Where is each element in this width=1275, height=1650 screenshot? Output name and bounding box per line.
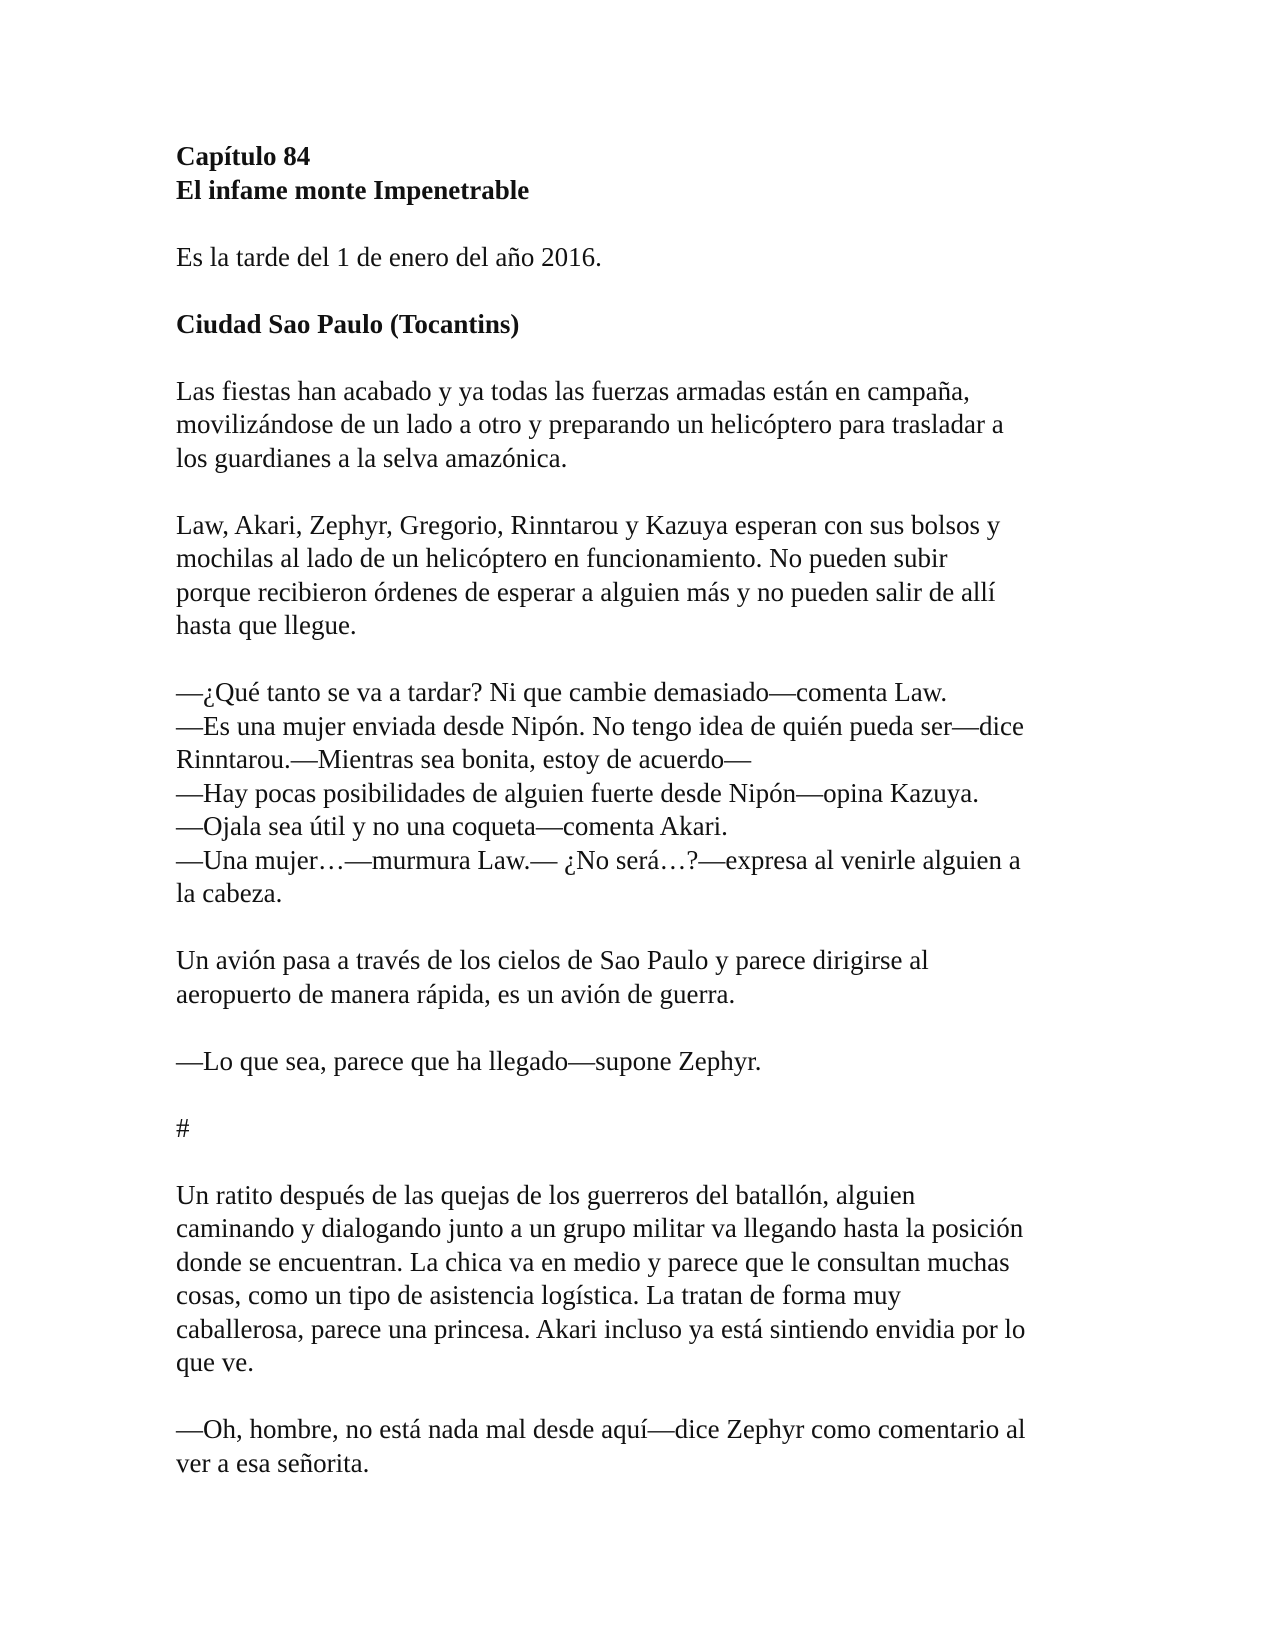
dialogue-line: —Hay pocas posibilidades de alguien fuerte desde Nipón—opina Kazuya. — [176, 777, 980, 808]
scene-separator — [176, 1112, 1096, 1146]
text-line: donde se encuentran. La chica va en medio y parece que le consultan muchas — [176, 1246, 1010, 1277]
dialogue-line: —¿Qué tanto se va a tardar? Ni que cambie demasiado—comenta Law. — [176, 677, 948, 707]
paragraph-4 — [176, 1179, 1096, 1380]
paragraph-2 — [176, 509, 1096, 643]
text-line: aeropuerto de manera rápida, es un avión de guerra. — [176, 978, 736, 1009]
text-line: los guardianes a la selva amazónica. — [176, 442, 568, 473]
date-paragraph — [176, 241, 1096, 275]
text-line: que ve. — [176, 1347, 254, 1377]
paragraph-1 — [176, 375, 1096, 476]
dialogue-line: —Una mujer…—murmura Law.— ¿No será…?—expresa al venirle alguien a — [176, 844, 1021, 875]
text-line: porque recibieron órdenes de esperar a alguien más y no pueden salir de allí — [176, 576, 996, 607]
text-line: Un avión pasa a través de los cielos de Sao Paulo y parece dirigirse al — [176, 945, 929, 975]
dialogue-line: —Oh, hombre, no está nada mal desde aquí—dice Zephyr como comentario al — [176, 1414, 1026, 1444]
text-line: hasta que llegue. — [176, 610, 357, 640]
chapter-number: Capítulo 84 — [176, 141, 311, 171]
dialogue-line: —Ojala sea útil y no una coqueta—comenta Akari. — [176, 811, 728, 841]
chapter-title: El infame monte Impenetrable — [176, 174, 530, 205]
location-heading — [176, 308, 1096, 342]
dialogue-line: ver a esa señorita. — [176, 1447, 370, 1478]
document-page — [176, 140, 1096, 1514]
dialogue-line: —Lo que sea, parece que ha llegado—supone Zephyr. — [176, 1045, 762, 1076]
dialogue-line: la cabeza. — [176, 878, 283, 908]
dialogue-block-3 — [176, 1413, 1096, 1480]
separator-mark: # — [176, 1112, 190, 1143]
text-line: Un ratito después de las quejas de los guerreros del batallón, alguien — [176, 1179, 916, 1210]
text-line: movilizándose de un lado a otro y preparando un helicóptero para trasladar a — [176, 409, 1004, 439]
dialogue-line: Rinntarou.—Mientras sea bonita, estoy de acuerdo— — [176, 744, 752, 774]
text-line: caballerosa, parece una princesa. Akari incluso ya está sintiendo envidia por lo — [176, 1313, 1026, 1344]
text-line: cosas, como un tipo de asistencia logística. La tratan de forma muy — [176, 1280, 902, 1310]
text-line: Las fiestas han acabado y ya todas las fuerzas armadas están en campaña, — [176, 375, 970, 406]
dialogue-block-2 — [176, 1045, 1096, 1079]
chapter-heading — [176, 140, 1096, 207]
dialogue-line: —Es una mujer enviada desde Nipón. No tengo idea de quién pueda ser—dice — [176, 710, 1024, 741]
paragraph-3 — [176, 944, 1096, 1011]
text-line: Law, Akari, Zephyr, Gregorio, Rinntarou y Kazuya esperan con sus bolsos y — [176, 509, 1001, 540]
dialogue-block-1 — [176, 676, 1096, 911]
location-line: Ciudad Sao Paulo (Tocantins) — [176, 308, 520, 339]
text-line: mochilas al lado de un helicóptero en funcionamiento. No pueden subir — [176, 543, 948, 573]
date-line: Es la tarde del 1 de enero del año 2016. — [176, 241, 602, 272]
text-line: caminando y dialogando junto a un grupo militar va llegando hasta la posición — [176, 1213, 1024, 1243]
